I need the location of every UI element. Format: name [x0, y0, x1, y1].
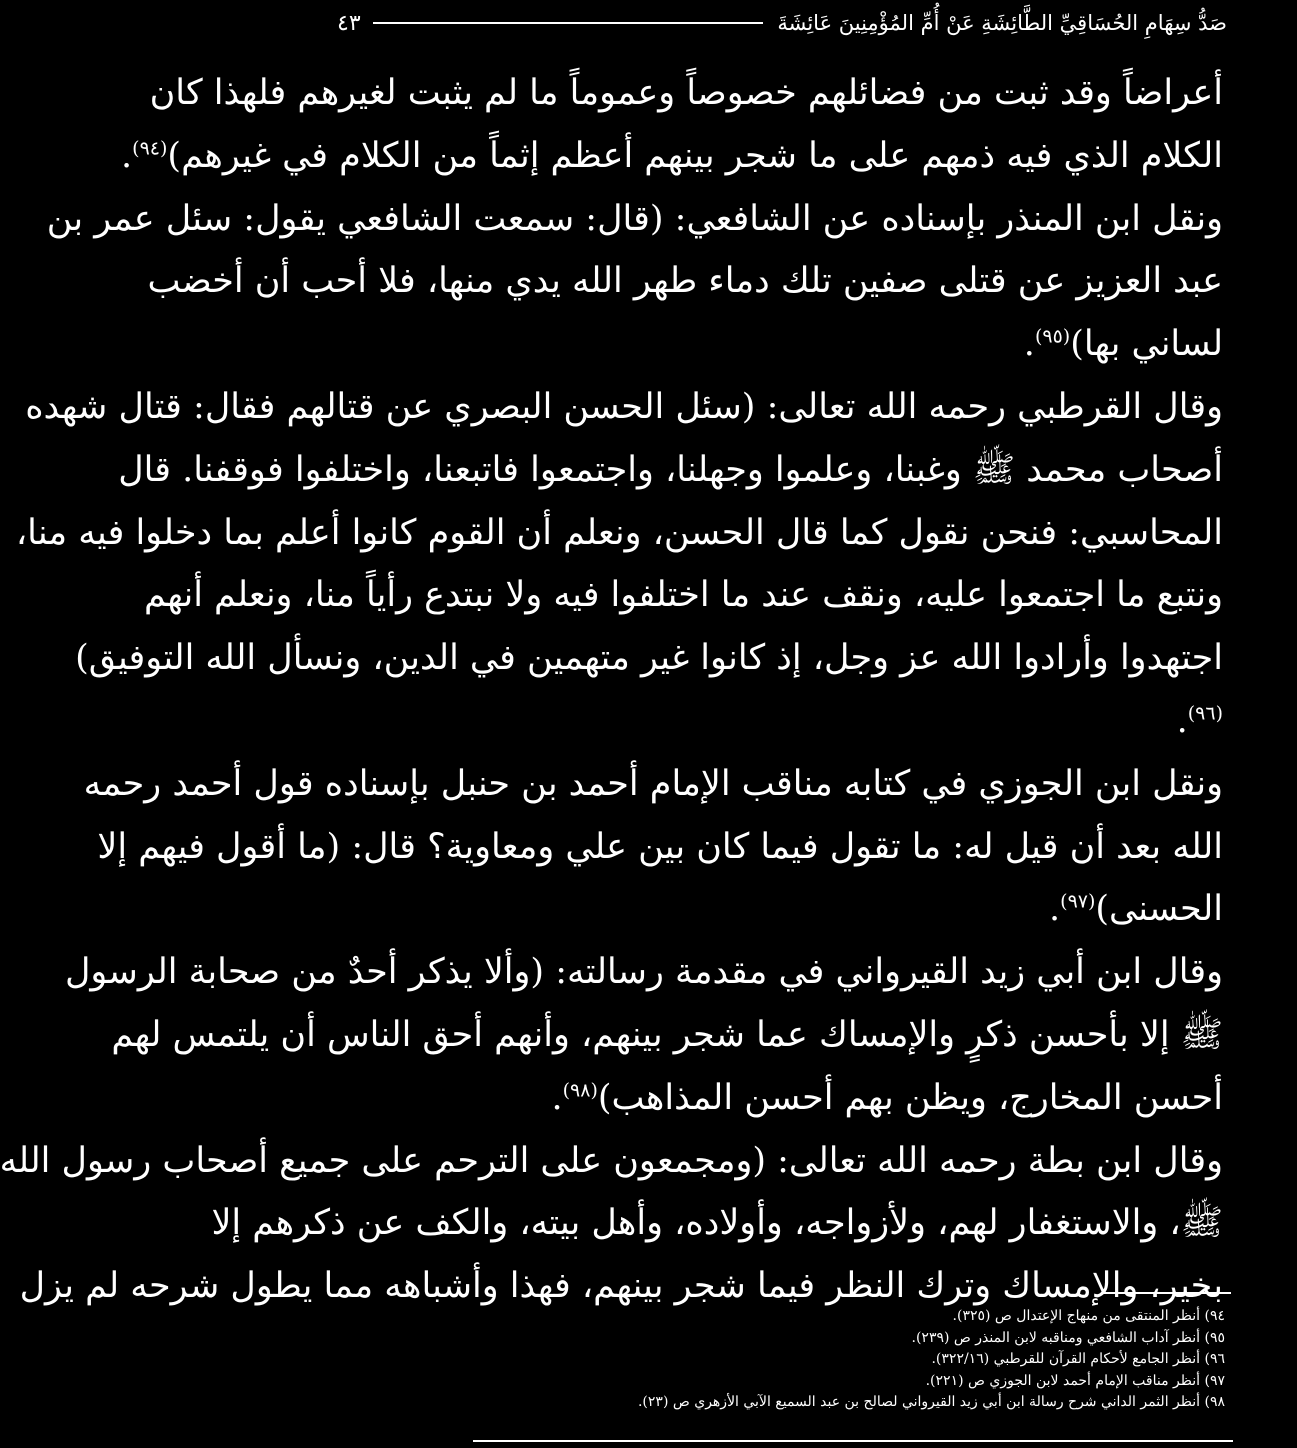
- body-line-text: اجتهدوا وأرادوا الله عز وجل، إذ كانوا غير متهمين في الدين، ونسأل الله التوفيق): [75, 638, 1223, 679]
- body-line: [211, 1192, 1223, 1255]
- body-line-text: الحسنى): [1095, 889, 1223, 930]
- body-line-text: ونقل ابن المنذر بإسناده عن الشافعي: (قال: سمعت الشافعي يقول: سئل عمر بن: [46, 198, 1223, 239]
- footnote-reference[interactable]: (٩٤): [132, 137, 168, 160]
- sentence-end: .: [1023, 324, 1035, 365]
- body-line: [343, 313, 1223, 376]
- body-line-text: أصحاب محمد ﷺ وغبنا، وعلموا وجهلنا، واجتمعوا فاتبعنا، واختلفوا فوقفنا. قال: [118, 449, 1223, 490]
- body-line: [144, 564, 1223, 627]
- body-line-text: الكلام الذي فيه ذمهم على ما شجر بينهم أعظم إثماً من الكلام في غيرهم): [167, 135, 1223, 176]
- body-line-text: ﷺ إلا بأحسن ذكرٍ والإمساك عما شجر بينهم، وأنهم أحق الناس أن يلتمس لهم: [111, 1014, 1223, 1055]
- body-line-text: المحاسبي: فنحن نقول كما قال الحسن، ونعلم أن القوم كانوا أعلم بما دخلوا فيه منا،: [15, 512, 1223, 553]
- header-divider: [373, 22, 764, 24]
- body-line-text: لساني بها): [1070, 324, 1223, 365]
- page-bottom-rule: [473, 1440, 1233, 1442]
- footnote-item: ٩٤) أنظر المنتقى من منهاج الإعتدال ص (٣٢٥).: [952, 1308, 1225, 1324]
- body-line: [121, 125, 1223, 188]
- footnote-separator: [1103, 1292, 1231, 1294]
- body-line-text: ونقل ابن الجوزي في كتابه مناقب الإمام أحمد بن حنبل بإسناده قول أحمد رحمه: [83, 763, 1223, 804]
- body-line-text: أحسن المخارج، ويظن بهم أحسن المذاهب): [597, 1077, 1223, 1118]
- footnote-item: ٩٧) أنظر مناقب الإمام أحمد لابن الجوزي ص (٢٢١).: [925, 1372, 1225, 1389]
- body-line-text: وقال القرطبي رحمه الله تعالى: (سئل الحسن البصري عن قتالهم فقال: قتال شهده: [25, 386, 1223, 427]
- body-line-text: وقال ابن بطة رحمه الله تعالى: (ومجمعون على الترحم على جميع أصحاب رسول الله: [0, 1140, 1223, 1181]
- body-line: [83, 753, 1223, 816]
- body-line: [75, 627, 1223, 690]
- body-line: [64, 941, 1223, 1004]
- footnote-item: ٩٦) أنظر الجامع لأحكام القرآن للقرطبي (٣٢٢/١٦).: [931, 1351, 1225, 1367]
- body-line: [118, 439, 1223, 502]
- body-line: [97, 816, 1223, 879]
- running-header-title: صَدُّ سِهَامِ الحُسَاقِيِّ الطَّائِشَةِ عَنْ أُمِّ المُؤْمِنِينَ عَائِشَةَ: [777, 11, 1227, 35]
- footnote-item: ٩٥) أنظر آداب الشافعي ومناقبه لابن المنذر ص (٢٣٩).: [911, 1329, 1225, 1346]
- footnote-reference[interactable]: (٩٨): [562, 1079, 598, 1102]
- body-line-text: الله بعد أن قيل له: ما تقول فيما كان بين علي ومعاوية؟ قال: (ما أقول فيهم إلا: [97, 826, 1223, 867]
- body-line-text: بخير، والإمساك وترك النظر فيما شجر بينهم، فهذا وأشباهه مما يطول شرحه لم يزل: [19, 1266, 1223, 1307]
- body-line: [149, 62, 1223, 125]
- footnote-reference[interactable]: (٩٦): [1187, 702, 1223, 725]
- body-line: [0, 1130, 1223, 1193]
- body-line: [343, 690, 1223, 753]
- body-line: [15, 502, 1223, 565]
- body-line: [343, 1067, 1223, 1130]
- body-text: [0, 62, 1223, 1318]
- body-line: [46, 188, 1223, 251]
- page-number: ٤٣: [337, 10, 361, 36]
- body-line-text: وقال ابن أبي زيد القيرواني في مقدمة رسالته: (وألا يذكر أحدٌ من صحابة الرسول: [64, 952, 1223, 993]
- footnote-reference[interactable]: (٩٧): [1060, 890, 1096, 913]
- sentence-end: .: [1176, 700, 1188, 741]
- body-line: [25, 376, 1223, 439]
- body-line: [147, 250, 1223, 313]
- footnote-item: ٩٨) أنظر الثمر الداني شرح رسالة ابن أبي زيد القيرواني لصالح بن عبد السميع الآبي الأزهري ص (٢٣).: [637, 1394, 1225, 1410]
- sentence-end: .: [551, 1077, 563, 1118]
- running-header: [337, 6, 1227, 40]
- footnote-reference[interactable]: (٩٥): [1034, 325, 1071, 348]
- body-line-text: أعراضاً وقد ثبت من فضائلهم خصوصاً وعموماً ما لم يثبت لغيرهم فلهذا كان: [149, 73, 1223, 113]
- footnotes: [573, 1306, 1225, 1414]
- sentence-end: .: [1049, 889, 1061, 930]
- body-line: [111, 1004, 1223, 1067]
- body-line-text: ﷺ، والاستغفار لهم، ولأزواجه، وأولاده، وأهل بيته، والكف عن ذكرهم إلا: [211, 1203, 1223, 1244]
- body-line-text: عبد العزيز عن قتلى صفين تلك دماء طهر الله يدي منها، فلا أحب أن أخضب: [147, 261, 1223, 302]
- body-line: [343, 878, 1223, 941]
- sentence-end: .: [121, 135, 133, 176]
- body-line-text: ونتبع ما اجتمعوا عليه، ونقف عند ما اختلفوا فيه ولا نبتدع رأياً منا، ونعلم أنهم: [144, 575, 1223, 616]
